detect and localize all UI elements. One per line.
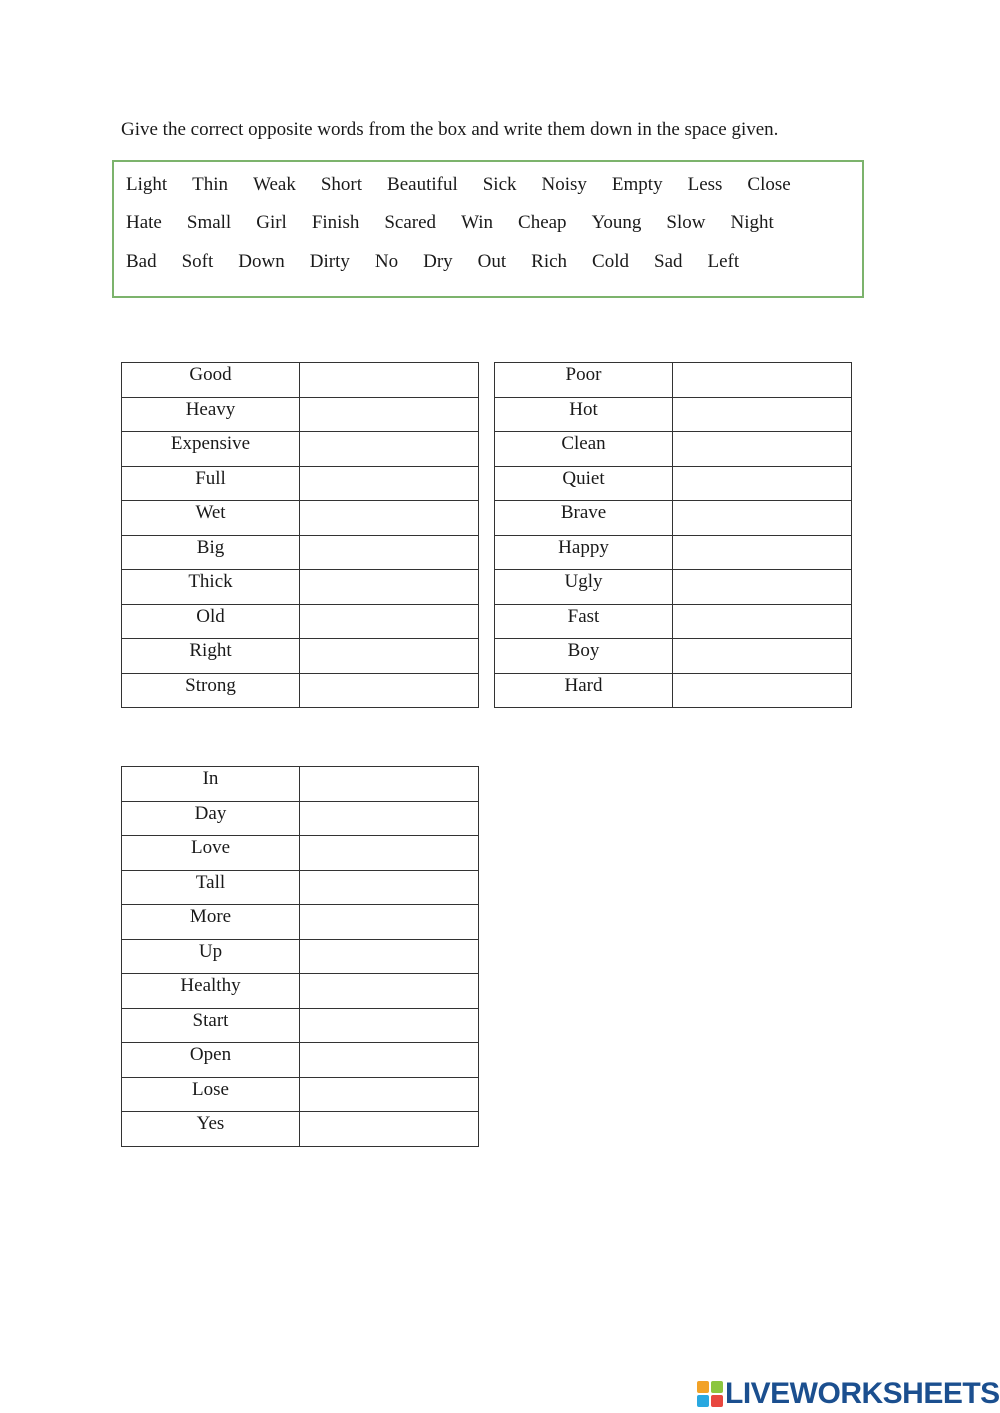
answer-blank-cell[interactable] (673, 604, 852, 639)
answer-blank-cell[interactable] (300, 870, 479, 905)
answer-blank-cell[interactable] (673, 535, 852, 570)
answer-blank-cell[interactable] (300, 570, 479, 605)
word-bank-word: Slow (666, 212, 706, 233)
opposites-table-3 (121, 766, 479, 1147)
table-row (495, 397, 852, 432)
answer-blank-cell[interactable] (300, 836, 479, 871)
given-word-cell: Open (122, 1043, 300, 1078)
word-bank-word: Finish (311, 212, 360, 233)
word-bank-word: Cold (592, 251, 629, 272)
given-word-cell: Good (122, 363, 300, 398)
answer-blank-cell[interactable] (673, 673, 852, 708)
word-bank-word: Close (747, 174, 791, 195)
word-bank-word: Down (238, 251, 285, 272)
word-bank-word: Light (126, 174, 168, 195)
answer-blank-cell[interactable] (673, 570, 852, 605)
word-bank-word: Dry (423, 251, 453, 272)
word-bank-word: Rich (531, 251, 568, 272)
answer-blank-cell[interactable] (300, 363, 479, 398)
word-bank-word: Soft (181, 251, 214, 272)
answer-blank-cell[interactable] (300, 397, 479, 432)
word-bank-word: Dirty (309, 251, 350, 272)
word-bank-word: Thin (192, 174, 229, 195)
table-row (122, 1043, 479, 1078)
table-row (122, 836, 479, 871)
given-word-cell: Hot (495, 397, 673, 432)
given-word-cell: Heavy (122, 397, 300, 432)
answer-blank-cell[interactable] (300, 466, 479, 501)
answer-blank-cell[interactable] (673, 501, 852, 536)
liveworksheets-logo (697, 1378, 1000, 1410)
answer-blank-cell[interactable] (673, 466, 852, 501)
table-row (495, 363, 852, 398)
word-bank-word: Sad (654, 251, 683, 272)
word-bank-word: Hate (126, 212, 162, 233)
answer-blank-cell[interactable] (300, 939, 479, 974)
answer-blank-cell[interactable] (300, 1077, 479, 1112)
word-bank-box (112, 160, 864, 298)
table-row (495, 604, 852, 639)
table-row (122, 673, 479, 708)
word-bank-row-2 (126, 212, 799, 234)
answer-blank-cell[interactable] (673, 639, 852, 674)
given-word-cell: Quiet (495, 466, 673, 501)
word-bank-word: Night (730, 212, 774, 233)
table-row (495, 570, 852, 605)
given-word-cell: Thick (122, 570, 300, 605)
given-word-cell: Poor (495, 363, 673, 398)
given-word-cell: More (122, 905, 300, 940)
word-bank-word: Win (461, 212, 494, 233)
table-row (495, 466, 852, 501)
given-word-cell: Lose (122, 1077, 300, 1112)
word-bank-word: Noisy (541, 174, 587, 195)
given-word-cell: Tall (122, 870, 300, 905)
table-row (495, 432, 852, 467)
given-word-cell: Right (122, 639, 300, 674)
word-bank-word: Girl (256, 212, 287, 233)
table-row (122, 466, 479, 501)
given-word-cell: Day (122, 801, 300, 836)
table-row (122, 501, 479, 536)
answer-blank-cell[interactable] (300, 501, 479, 536)
word-bank-word: Sick (482, 174, 517, 195)
answer-blank-cell[interactable] (300, 432, 479, 467)
word-bank-row-1 (126, 174, 816, 196)
table-row (122, 767, 479, 802)
answer-blank-cell[interactable] (673, 397, 852, 432)
table-row (122, 639, 479, 674)
word-bank-word: Scared (384, 212, 437, 233)
answer-blank-cell[interactable] (300, 673, 479, 708)
table-row (122, 1008, 479, 1043)
word-bank-word: Out (477, 251, 507, 272)
given-word-cell: Expensive (122, 432, 300, 467)
answer-blank-cell[interactable] (300, 905, 479, 940)
given-word-cell: Yes (122, 1112, 300, 1147)
table-row (122, 974, 479, 1009)
logo-text: LIVEWORKSHEETS (725, 1377, 1000, 1410)
table-row (122, 1112, 479, 1147)
table-row (122, 870, 479, 905)
given-word-cell: Old (122, 604, 300, 639)
answer-blank-cell[interactable] (300, 767, 479, 802)
word-bank-word: Bad (126, 251, 157, 272)
answer-blank-cell[interactable] (300, 1043, 479, 1078)
table-row (122, 570, 479, 605)
word-bank-row-3 (126, 251, 764, 273)
table-row (122, 604, 479, 639)
word-bank-word: Left (707, 251, 740, 272)
given-word-cell: Love (122, 836, 300, 871)
given-word-cell: In (122, 767, 300, 802)
table-row (122, 939, 479, 974)
table-row (122, 801, 479, 836)
opposites-table-1 (121, 362, 479, 708)
liveworksheets-logo-icon (697, 1381, 723, 1407)
given-word-cell: Fast (495, 604, 673, 639)
table-row (122, 1077, 479, 1112)
table-row (495, 535, 852, 570)
answer-blank-cell[interactable] (673, 432, 852, 467)
given-word-cell: Happy (495, 535, 673, 570)
answer-blank-cell[interactable] (300, 604, 479, 639)
answer-blank-cell[interactable] (300, 974, 479, 1009)
given-word-cell: Boy (495, 639, 673, 674)
word-bank-word: Small (186, 212, 232, 233)
answer-blank-cell[interactable] (300, 535, 479, 570)
given-word-cell: Start (122, 1008, 300, 1043)
word-bank-word: Beautiful (387, 174, 458, 195)
answer-blank-cell[interactable] (300, 1008, 479, 1043)
given-word-cell: Ugly (495, 570, 673, 605)
given-word-cell: Wet (122, 501, 300, 536)
answer-blank-cell[interactable] (300, 801, 479, 836)
table-row (495, 501, 852, 536)
word-bank-word: Young (591, 212, 642, 233)
word-bank-word: Empty (611, 174, 663, 195)
given-word-cell: Up (122, 939, 300, 974)
table-row (122, 905, 479, 940)
answer-blank-cell[interactable] (300, 1112, 479, 1147)
table-row (122, 535, 479, 570)
table-row (495, 639, 852, 674)
given-word-cell: Full (122, 466, 300, 501)
word-bank-word: No (374, 251, 399, 272)
table-row (495, 673, 852, 708)
word-bank-word: Short (320, 174, 363, 195)
given-word-cell: Healthy (122, 974, 300, 1009)
word-bank-word: Less (687, 174, 723, 195)
instruction-text: Give the correct opposite words from the box and write them down in the space given. (121, 119, 779, 140)
table-row (122, 432, 479, 467)
word-bank-word: Cheap (518, 212, 567, 233)
answer-blank-cell[interactable] (673, 363, 852, 398)
given-word-cell: Hard (495, 673, 673, 708)
given-word-cell: Strong (122, 673, 300, 708)
word-bank-word: Weak (253, 174, 296, 195)
table-row (122, 363, 479, 398)
given-word-cell: Brave (495, 501, 673, 536)
answer-blank-cell[interactable] (300, 639, 479, 674)
given-word-cell: Clean (495, 432, 673, 467)
table-row (122, 397, 479, 432)
opposites-table-2 (494, 362, 852, 708)
given-word-cell: Big (122, 535, 300, 570)
